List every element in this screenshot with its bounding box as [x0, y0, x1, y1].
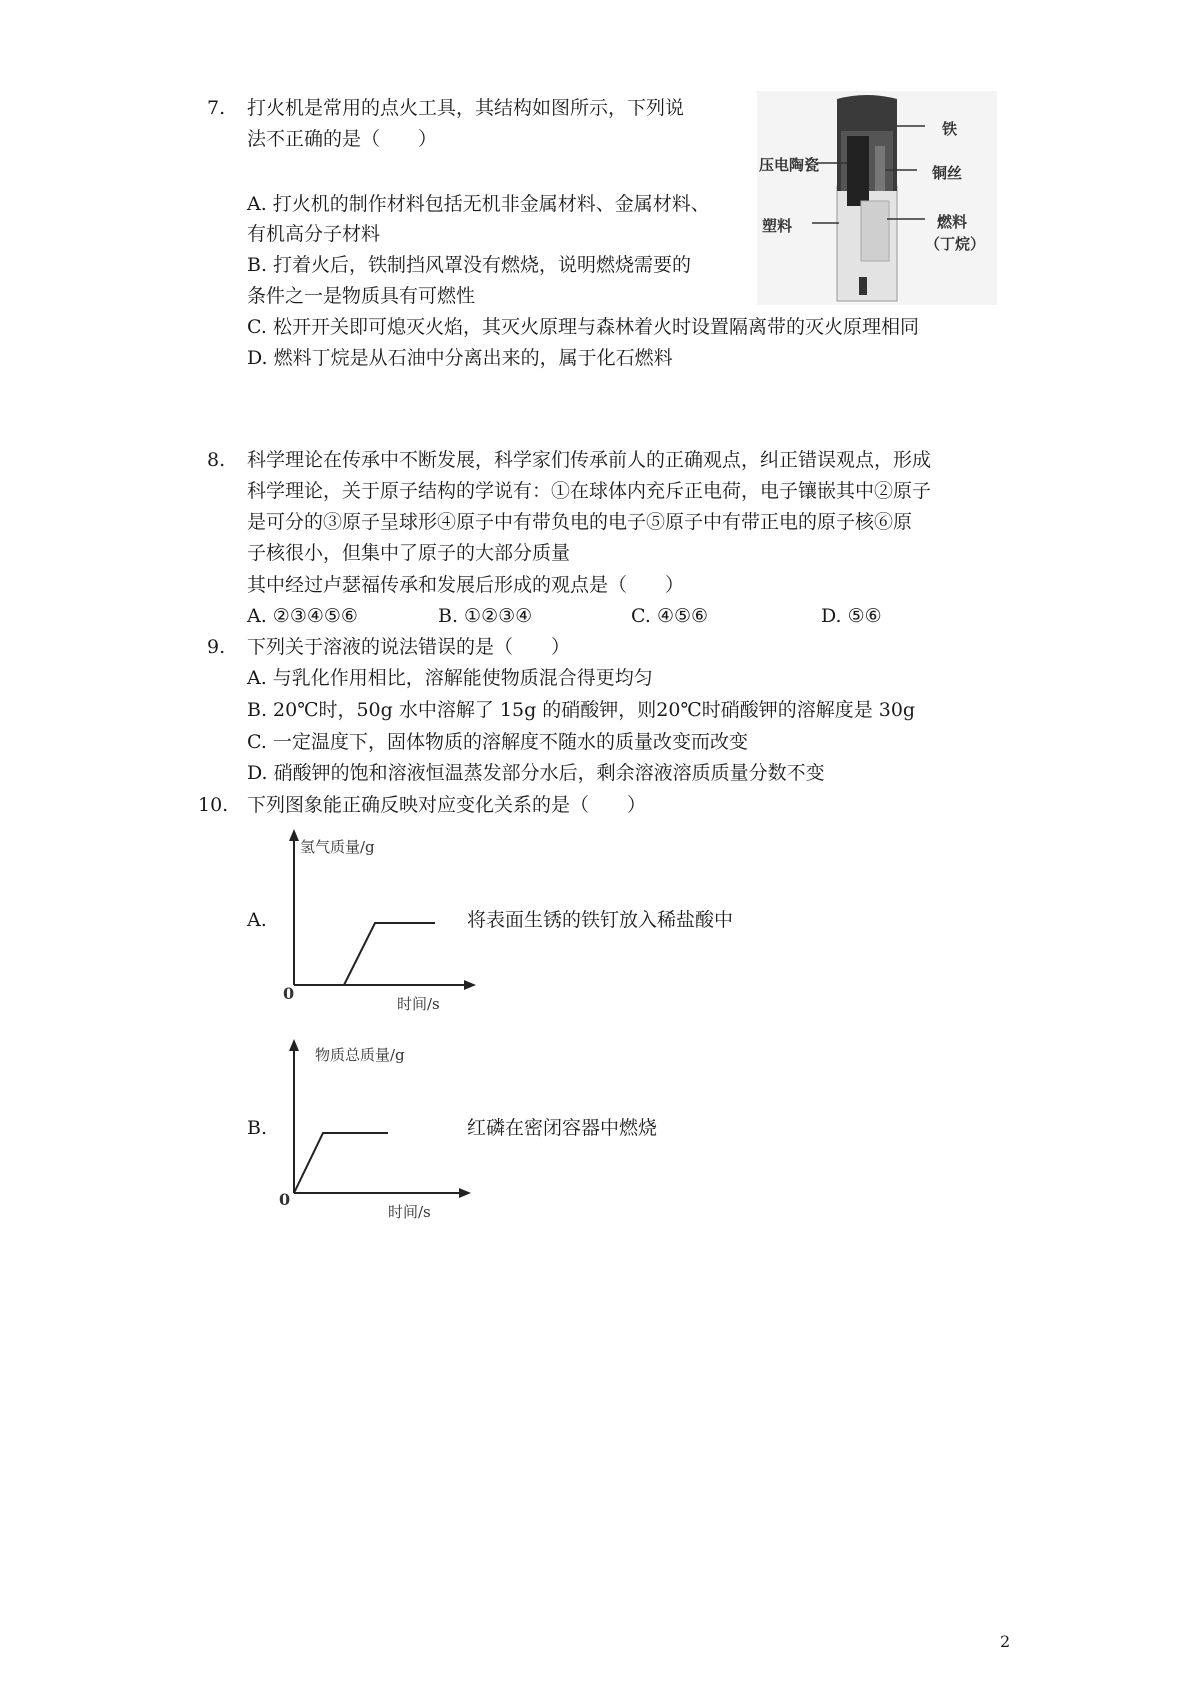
question-9-option-b: B. 20℃时，50g 水中溶解了 15g 的硝酸钾，则20℃时硝酸钾的溶解度是 30g	[247, 699, 916, 721]
question-10-option-a-description: 将表面生锈的铁钉放入稀盐酸中	[467, 909, 734, 931]
lighter-diagram	[757, 91, 997, 305]
question-10-stem: 下列图象能正确反映对应变化关系的是（ ）	[247, 794, 647, 816]
question-10-graph-b-ylabel: 物质总质量/g	[315, 1046, 405, 1064]
lighter-label-iron: 铁	[942, 120, 958, 138]
question-10-option-b-description: 红磷在密闭容器中燃烧	[467, 1117, 658, 1139]
question-10-graph-a-origin: 0	[283, 984, 295, 1003]
lighter-label-copper: 铜丝	[932, 164, 963, 182]
question-9-option-c: C. 一定温度下，固体物质的溶解度不随水的质量改变而改变	[247, 731, 748, 753]
page-number: 2	[1000, 1632, 1011, 1651]
question-9-option-a: A. 与乳化作用相比，溶解能使物质混合得更均匀	[247, 667, 653, 689]
question-7-stem-line1: 打火机是常用的点火工具，其结构如图所示，下列说	[247, 97, 685, 119]
question-7-option-b-line1: B. 打着火后，铁制挡风罩没有燃烧，说明燃烧需要的	[247, 254, 692, 276]
question-10-option-b-letter: B.	[247, 1117, 268, 1139]
question-8-option-a: A. ②③④⑤⑥	[247, 605, 358, 627]
question-7-number: 7.	[207, 97, 226, 119]
question-10-option-a-letter: A.	[247, 909, 267, 931]
lighter-label-plastic: 塑料	[762, 217, 793, 235]
question-9-stem: 下列关于溶液的说法错误的是（ ）	[247, 636, 571, 658]
lighter-label-fuel: 燃料	[937, 213, 968, 231]
question-7-option-a-line2: 有机高分子材料	[247, 223, 381, 245]
question-10-graph-a-ylabel: 氢气质量/g	[300, 838, 375, 856]
question-8-option-d: D. ⑤⑥	[821, 605, 882, 627]
question-8-stem-line3: 是可分的③原子呈球形④原子中有带负电的电子⑤原子中有带正电的原子核⑥原	[247, 511, 913, 533]
question-10-graph-b-origin: 0	[279, 1190, 291, 1209]
question-10-graph-b-xlabel: 时间/s	[388, 1203, 431, 1221]
question-8-option-c: C. ④⑤⑥	[631, 605, 709, 627]
question-7-option-b-line2: 条件之一是物质具有可燃性	[247, 285, 476, 307]
lighter-label-piezo: 压电陶瓷	[759, 156, 820, 174]
lighter-label-butane: （丁烷）	[925, 235, 986, 253]
question-8-number: 8.	[207, 449, 226, 471]
question-8-stem-line2: 科学理论，关于原子结构的学说有：①在球体内充斥正电荷，电子镶嵌其中②原子	[247, 480, 932, 502]
question-9-option-d: D. 硝酸钾的饱和溶液恒温蒸发部分水后，剩余溶液溶质质量分数不变	[247, 762, 825, 784]
lighter-figure	[757, 91, 997, 305]
question-8-stem-line1: 科学理论在传承中不断发展，科学家们传承前人的正确观点，纠正错误观点，形成	[247, 449, 932, 471]
question-8-option-b: B. ①②③④	[438, 605, 533, 627]
question-7-option-c: C. 松开开关即可熄灭火焰，其灭火原理与森林着火时设置隔离带的灭火原理相同	[247, 316, 919, 338]
question-9-number: 9.	[207, 636, 226, 658]
question-7-stem-line2: 法不正确的是（ ）	[247, 128, 438, 150]
question-10-graph-a-xlabel: 时间/s	[397, 995, 440, 1013]
question-10-number: 10.	[198, 794, 229, 816]
question-7-option-a-line1: A. 打火机的制作材料包括无机非金属材料、金属材料、	[247, 193, 710, 215]
question-7-option-d: D. 燃料丁烷是从石油中分离出来的，属于化石燃料	[247, 347, 673, 369]
question-8-stem-line5: 其中经过卢瑟福传承和发展后形成的观点是（ ）	[247, 574, 685, 596]
question-8-stem-line4: 子核很小，但集中了原子的大部分质量	[247, 542, 571, 564]
